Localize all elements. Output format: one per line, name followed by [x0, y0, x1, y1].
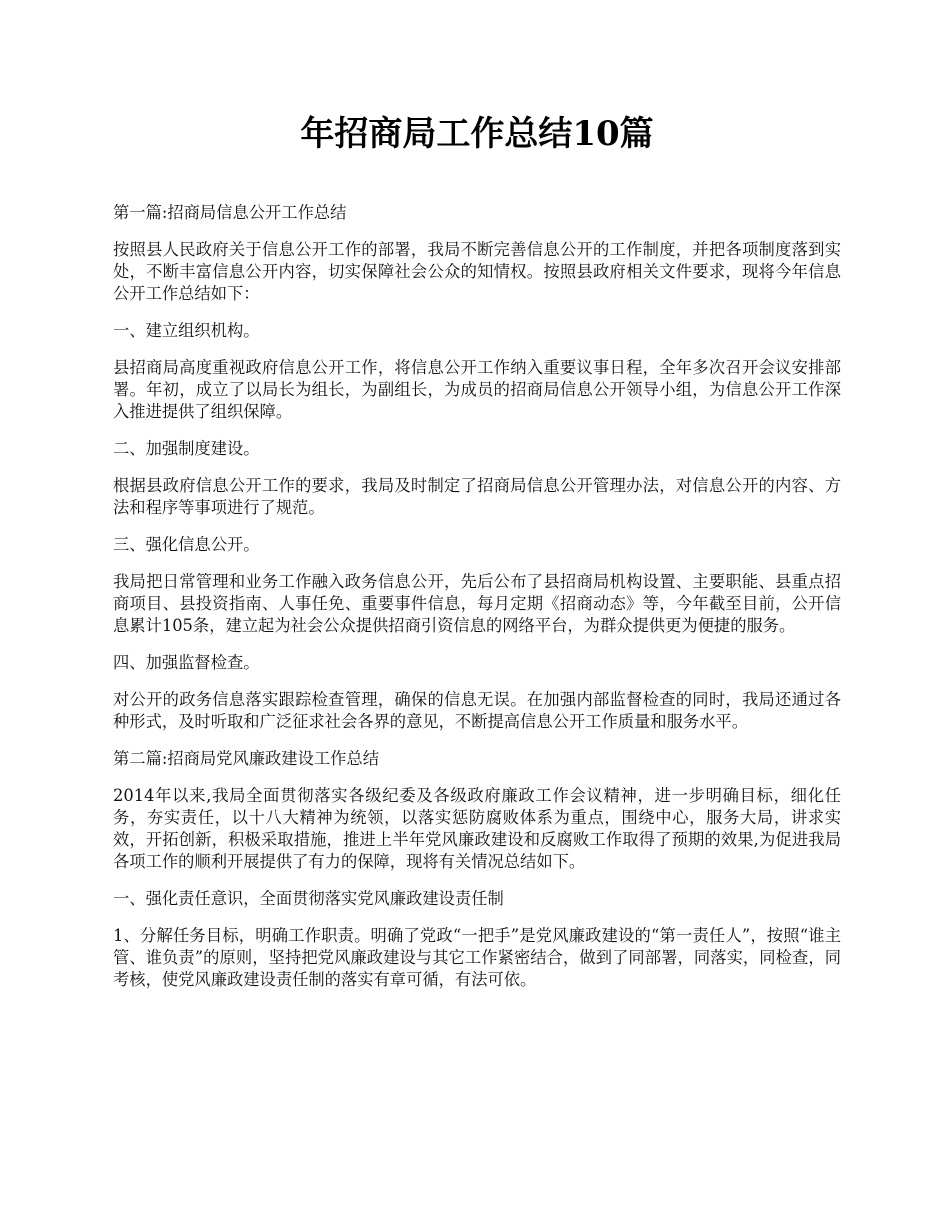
- document-page: [113, 108, 841, 1006]
- section-two-paragraph: 根据县政府信息公开工作的要求，我局及时制定了招商局信息公开管理办法，对信息公开的内容、方法和程序等事项进行了规范。: [113, 476, 841, 517]
- section-four-heading: 四、加强监督检查。: [113, 653, 260, 672]
- part-one-heading: 第一篇:招商局信息公开工作总结: [113, 203, 347, 222]
- section-four-paragraph: 对公开的政务信息落实跟踪检查管理，确保的信息无误。在加强内部监督检查的同时，我局还通过各种形式，及时听取和广泛征求社会各界的意见，不断提高信息公开工作质量和服务水平。: [113, 690, 841, 731]
- part-two-item-one-paragraph: 1、分解任务目标，明确工作职责。明确了党政“一把手”是党风廉政建设的“第一责任人”，按照“谁主管、谁负责”的原则，坚持把党风廉政建设与其它工作紧密结合，做到了同部署，同落实，同检查，同考核，使党风廉政建设责任制的落实有章可循，有法可依。: [113, 926, 841, 989]
- part-two-intro-paragraph: 2014年以来,我局全面贯彻落实各级纪委及各级政府廉政工作会议精神，进一步明确目标，细化任务，夯实责任，以十八大精神为统领，以落实惩防腐败体系为重点，围绕中心，服务大局，讲求实效，开拓创新，积极采取措施，推进上半年党风廉政建设和反腐败工作取得了预期的效果,为促进我局各项工作的顺利开展提供了有力的保障，现将有关情况总结如下。: [113, 786, 841, 871]
- section-one-heading: 一、建立组织机构。: [113, 321, 260, 340]
- section-three-paragraph: 我局把日常管理和业务工作融入政务信息公开，先后公布了县招商局机构设置、主要职能、县重点招商项目、县投资指南、人事任免、重要事件信息，每月定期《招商动态》等，今年截至目前，公开信息累计105条，建立起为社会公众提供招商引资信息的网络平台，为群众提供更为便捷的服务。: [113, 572, 841, 635]
- part-two-heading: 第二篇:招商局党风廉政建设工作总结: [113, 749, 379, 768]
- document-title: 年招商局工作总结10篇: [300, 114, 654, 154]
- section-three-heading: 三、强化信息公开。: [113, 535, 260, 554]
- section-two-heading: 二、加强制度建设。: [113, 439, 260, 458]
- section-one-paragraph: 县招商局高度重视政府信息公开工作，将信息公开工作纳入重要议事日程，全年多次召开会议安排部署。年初，成立了以局长为组长，为副组长，为成员的招商局信息公开领导小组，为信息公开工作深入推进提供了组织保障。: [113, 358, 841, 421]
- part-two-section-one-heading: 一、强化责任意识，全面贯彻落实党风廉政建设责任制: [113, 889, 504, 908]
- intro-paragraph: 按照县人民政府关于信息公开工作的部署，我局不断完善信息公开的工作制度，并把各项制度落到实处，不断丰富信息公开内容，切实保障社会公众的知情权。按照县政府相关文件要求，现将今年信息公开工作总结如下：: [113, 240, 841, 303]
